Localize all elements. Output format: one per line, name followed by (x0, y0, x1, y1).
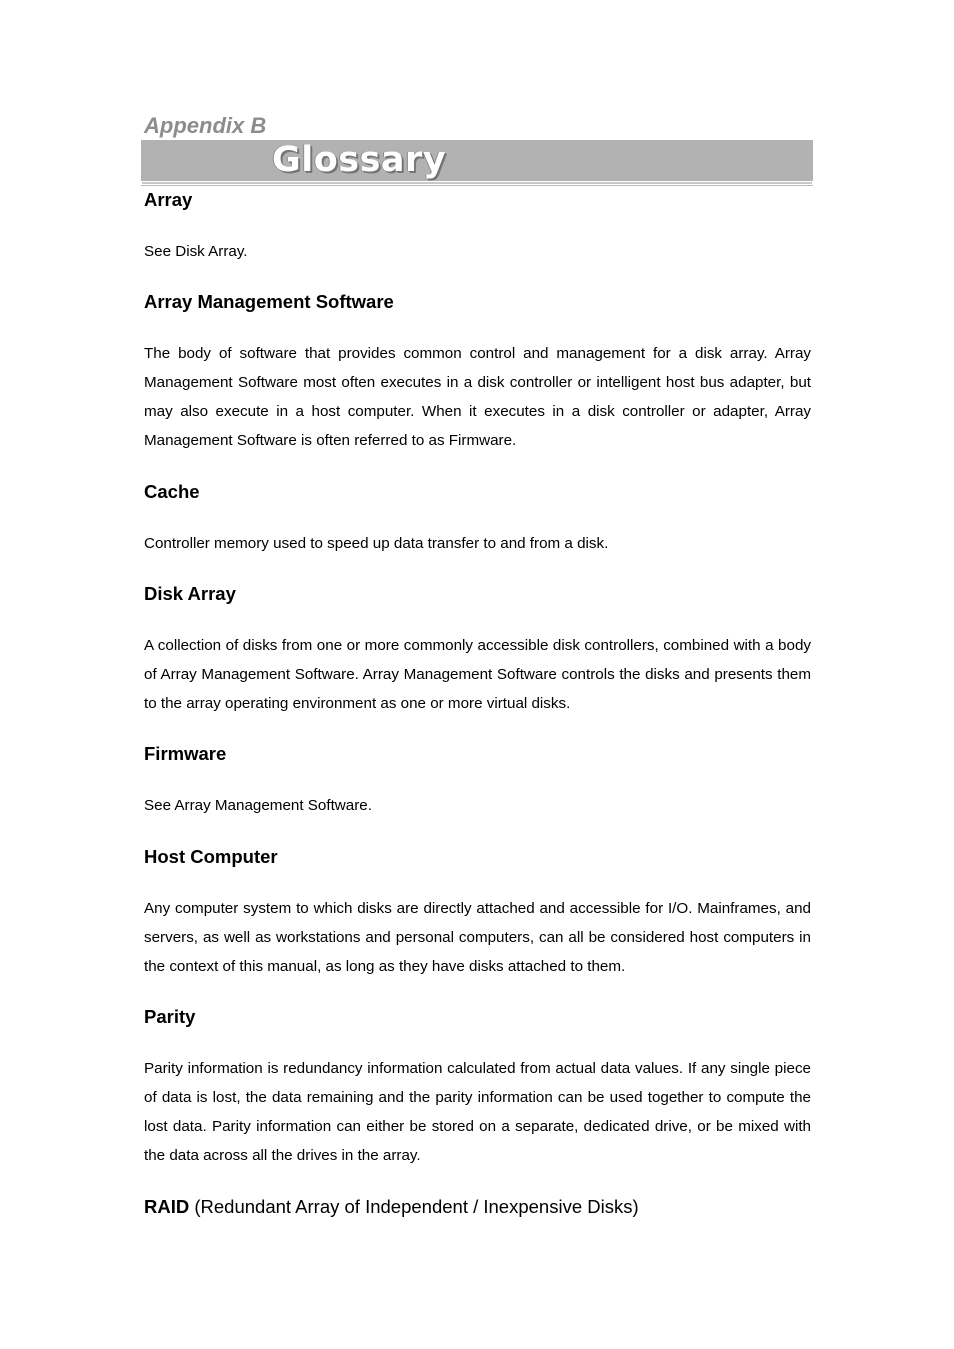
definition-parity: Parity information is redundancy information calculated from actual data values. If any single piece of data is lost, the data remaining and the parity information can be used together to compute the lost data. Parity information can either be stored on a separate, dedicated drive, or be mixed with the data across all the drives in the array. (144, 1060, 811, 1164)
term-raid (144, 1196, 639, 1218)
definition-disk-array: A collection of disks from one or more commonly accessible disk controllers, combined with a body of Array Management Software. Array Management Software controls the disks and presents them to the array operating environment as one or more virtual disks. (144, 637, 811, 712)
definition-array: See Disk Array. (144, 243, 248, 260)
term-array-management-software: Array Management Software (144, 291, 394, 312)
banner-underline (141, 185, 813, 186)
term-parity: Parity (144, 1006, 196, 1027)
section-title: Glossary (272, 140, 447, 180)
term-array: Array (144, 189, 193, 210)
term-cache: Cache (144, 481, 200, 502)
definition-cache: Controller memory used to speed up data transfer to and from a disk. (144, 535, 609, 552)
definition-firmware: See Array Management Software. (144, 797, 372, 814)
appendix-label: Appendix B (144, 113, 267, 138)
definition-host-computer: Any computer system to which disks are directly attached and accessible for I/O. Mainframes, and servers, as well as workstations and personal computers, can all be considered host computers in the context of this manual, as long as they have disks attached to them. (144, 900, 811, 975)
section-title-banner (141, 140, 813, 182)
term-raid-expansion: (Redundant Array of Independent / Inexpensive Disks) (194, 1196, 639, 1217)
term-raid-label: RAID (144, 1196, 190, 1217)
term-host-computer: Host Computer (144, 846, 278, 867)
definition-array-management-software: The body of software that provides common control and management for a disk array. Array Management Software most often executes in a disk controller or intelligent host bus adapter, but may also execute in a host computer. When it executes in a disk controller or adapter, Array Management Software is often referred to as Firmware. (144, 345, 811, 449)
term-firmware: Firmware (144, 743, 227, 764)
term-disk-array: Disk Array (144, 583, 236, 604)
